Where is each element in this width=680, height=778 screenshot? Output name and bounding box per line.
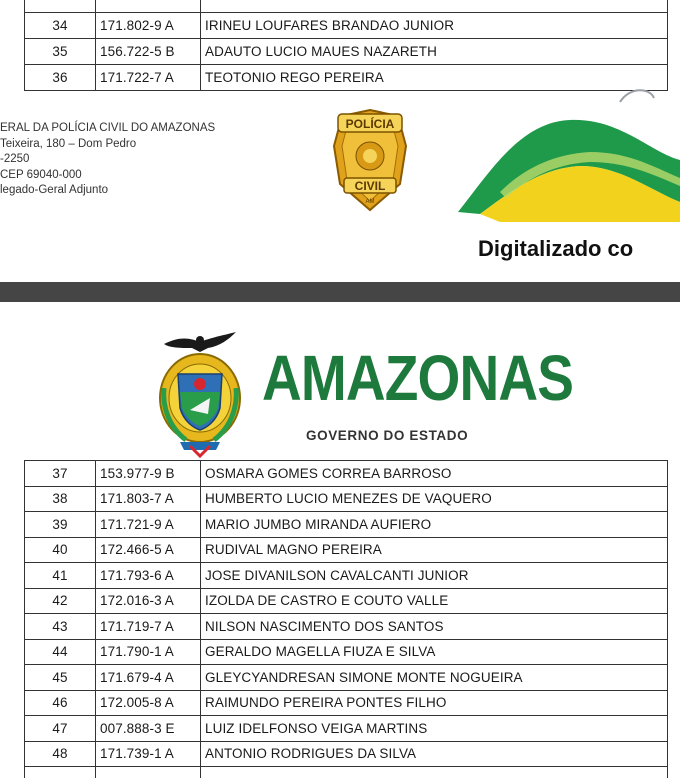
roster-table-bottom (24, 460, 668, 778)
table-row (25, 512, 668, 538)
row-name: MARIO JUMBO MIRANDA AUFIERO (201, 512, 668, 538)
row-name: RUDIVAL MAGNO PEREIRA (201, 537, 668, 563)
row-code: 172.016-3 A (96, 588, 201, 614)
footer-line: -2250 (0, 153, 30, 165)
row-code: 153.977-9 B (96, 461, 201, 487)
row-number: 43 (25, 614, 96, 640)
row-name: RAIMUNDO PEREIRA PONTES FILHO (201, 690, 668, 716)
roster-table-top (24, 0, 668, 91)
brand-subtitle: GOVERNO DO ESTADO (306, 428, 469, 443)
row-number: 47 (25, 716, 96, 742)
row-code: 171.793-6 A (96, 563, 201, 589)
scan-stamp-text: Digitalizado co (478, 236, 634, 261)
row-number: 36 (25, 65, 96, 91)
row-code: 172.005-8 A (96, 690, 201, 716)
row-name: LUIZ IDELFONSO VEIGA MARTINS (201, 716, 668, 742)
row-name: JOSE DIVANILSON CAVALCANTI JUNIOR (201, 563, 668, 589)
row-code: 171.790-1 A (96, 639, 201, 665)
state-crest-icon (150, 318, 250, 458)
table-row (25, 588, 668, 614)
row-code: 007.888-3 E (96, 716, 201, 742)
row-number: 39 (25, 512, 96, 538)
table-row (25, 0, 668, 13)
row-name: ANTONIO RODRIGUES DA SILVA (201, 741, 668, 767)
table-row (25, 690, 668, 716)
row-number: 41 (25, 563, 96, 589)
row-code: 171.722-7 A (96, 65, 201, 91)
badge-small-text: AM (365, 199, 375, 205)
flag-wave-decoration (440, 82, 680, 227)
row-number: 40 (25, 537, 96, 563)
row-number: 37 (25, 461, 96, 487)
footer-line: legado-Geral Adjunto (0, 184, 109, 196)
page-footer-address (0, 121, 215, 199)
footer-line: Teixeira, 180 – Dom Pedro (0, 137, 137, 150)
row-number: 35 (25, 39, 96, 65)
row-code: 171.721-9 A (96, 512, 201, 538)
row-number: 44 (25, 639, 96, 665)
table-row (25, 13, 668, 39)
police-badge-icon (328, 106, 412, 216)
row-name: IRINEU LOUFARES BRANDAO JUNIOR (201, 13, 668, 39)
row-code: 171.719-7 A (96, 614, 201, 640)
row-number: 46 (25, 690, 96, 716)
row-number: 38 (25, 486, 96, 512)
document-page-top (0, 0, 680, 282)
table-row (25, 639, 668, 665)
brand-title: AMAZONAS (262, 342, 574, 414)
row-code: 171.679-4 A (96, 665, 201, 691)
row-code: 172.466-5 A (96, 537, 201, 563)
row-name: TEOTONIO REGO PEREIRA (201, 65, 668, 91)
row-name: IZOLDA DE CASTRO E COUTO VALLE (201, 588, 668, 614)
badge-top-text: POLÍCIA (345, 117, 395, 131)
row-code: 171.803-7 A (96, 486, 201, 512)
table-row (25, 39, 668, 65)
row-name: OSMARA GOMES CORREA BARROSO (201, 461, 668, 487)
row-name: GERALDO MAGELLA FIUZA E SILVA (201, 639, 668, 665)
row-code: 171.802-9 A (96, 13, 201, 39)
row-number: 34 (25, 13, 96, 39)
table-row (25, 461, 668, 487)
table-row (25, 767, 668, 778)
table-row (25, 614, 668, 640)
row-number: 42 (25, 588, 96, 614)
row-name: ADAUTO LUCIO MAUES NAZARETH (201, 39, 668, 65)
row-number: 48 (25, 741, 96, 767)
row-name: HUMBERTO LUCIO MENEZES DE VAQUERO (201, 486, 668, 512)
table-row (25, 665, 668, 691)
page-separator (0, 282, 680, 302)
table-row (25, 741, 668, 767)
document-page-bottom (0, 302, 680, 778)
badge-bottom-text: CIVIL (354, 179, 386, 193)
table-row (25, 563, 668, 589)
row-number: 45 (25, 665, 96, 691)
table-row (25, 716, 668, 742)
row-name: GLEYCYANDRESAN SIMONE MONTE NOGUEIRA (201, 665, 668, 691)
footer-line: CEP 69040-000 (0, 168, 82, 181)
row-name: NILSON NASCIMENTO DOS SANTOS (201, 614, 668, 640)
row-code: 156.722-5 B (96, 39, 201, 65)
row-code: 171.739-1 A (96, 741, 201, 767)
table-row (25, 486, 668, 512)
footer-line: ERAL DA POLÍCIA CIVIL DO AMAZONAS (0, 122, 216, 134)
table-row (25, 537, 668, 563)
